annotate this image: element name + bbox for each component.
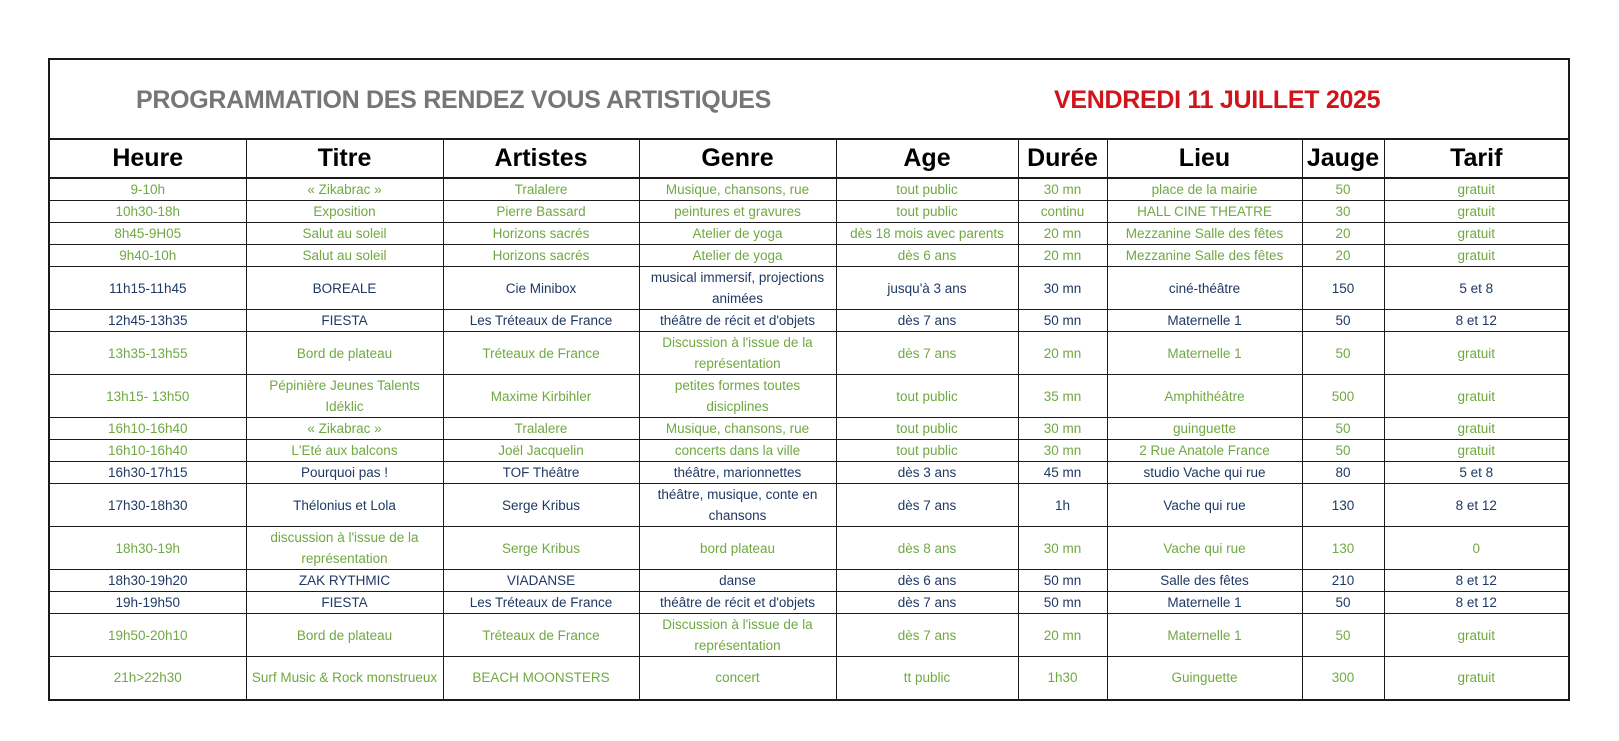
table-row [50, 418, 1568, 440]
cell-heure: 19h-19h50 [50, 592, 246, 614]
cell-tarif: gratuit [1384, 375, 1568, 418]
cell-genre: bord plateau [639, 527, 836, 570]
cell-artistes: Tréteaux de France [443, 332, 639, 375]
column-header-titre: Titre [246, 140, 443, 178]
cell-heure: 8h45-9H05 [50, 223, 246, 245]
cell-genre: théâtre, marionnettes [639, 462, 836, 484]
table-row [50, 614, 1568, 657]
cell-jauge: 50 [1302, 418, 1384, 440]
cell-lieu: HALL CINE THEATRE [1107, 201, 1302, 223]
table-row [50, 310, 1568, 332]
cell-tarif: 5 et 8 [1384, 462, 1568, 484]
cell-heure: 12h45-13h35 [50, 310, 246, 332]
table-row [50, 440, 1568, 462]
cell-heure: 19h50-20h10 [50, 614, 246, 657]
cell-age: tout public [836, 178, 1018, 201]
table-row [50, 462, 1568, 484]
cell-artistes: Maxime Kirbihler [443, 375, 639, 418]
column-header-tarif: Tarif [1384, 140, 1568, 178]
cell-duree: 30 mn [1018, 178, 1107, 201]
cell-jauge: 50 [1302, 332, 1384, 375]
cell-lieu: Maternelle 1 [1107, 310, 1302, 332]
cell-lieu: Guinguette [1107, 657, 1302, 699]
cell-lieu: ciné-théâtre [1107, 267, 1302, 310]
cell-heure: 13h35-13h55 [50, 332, 246, 375]
cell-tarif: 5 et 8 [1384, 267, 1568, 310]
cell-titre: Salut au soleil [246, 223, 443, 245]
cell-titre: Exposition [246, 201, 443, 223]
cell-artistes: Tralalere [443, 418, 639, 440]
cell-genre: théâtre de récit et d'objets [639, 592, 836, 614]
cell-heure: 17h30-18h30 [50, 484, 246, 527]
cell-lieu: Salle des fêtes [1107, 570, 1302, 592]
cell-lieu: Vache qui rue [1107, 484, 1302, 527]
column-header-heure: Heure [50, 140, 246, 178]
table-row [50, 570, 1568, 592]
cell-artistes: Horizons sacrés [443, 245, 639, 267]
cell-heure: 16h30-17h15 [50, 462, 246, 484]
cell-heure: 10h30-18h [50, 201, 246, 223]
cell-tarif: gratuit [1384, 201, 1568, 223]
cell-duree: 30 mn [1018, 527, 1107, 570]
cell-artistes: Les Tréteaux de France [443, 592, 639, 614]
cell-age: dès 7 ans [836, 484, 1018, 527]
cell-jauge: 50 [1302, 440, 1384, 462]
cell-tarif: gratuit [1384, 332, 1568, 375]
cell-genre: théâtre, musique, conte en chansons [639, 484, 836, 527]
cell-titre: Surf Music & Rock monstrueux [246, 657, 443, 699]
cell-heure: 16h10-16h40 [50, 418, 246, 440]
cell-duree: 1h30 [1018, 657, 1107, 699]
cell-genre: Musique, chansons, rue [639, 178, 836, 201]
cell-titre: Salut au soleil [246, 245, 443, 267]
column-header-artistes: Artistes [443, 140, 639, 178]
cell-age: dès 18 mois avec parents [836, 223, 1018, 245]
cell-genre: Discussion à l'issue de la représentation [639, 332, 836, 375]
cell-duree: 20 mn [1018, 614, 1107, 657]
column-header-lieu: Lieu [1107, 140, 1302, 178]
cell-artistes: Tralalere [443, 178, 639, 201]
cell-titre: Pépinière Jeunes Talents Idéklic [246, 375, 443, 418]
cell-tarif: gratuit [1384, 223, 1568, 245]
column-header-jauge: Jauge [1302, 140, 1384, 178]
cell-jauge: 20 [1302, 245, 1384, 267]
cell-lieu: studio Vache qui rue [1107, 462, 1302, 484]
cell-tarif: gratuit [1457, 670, 1496, 686]
cell-age: dès 7 ans [836, 592, 1018, 614]
cell-duree: 1h [1018, 484, 1107, 527]
cell-age: tout public [836, 440, 1018, 462]
cell-age: dès 7 ans [836, 332, 1018, 375]
cell-heure: 18h30-19h [50, 527, 246, 570]
cell-titre: L'Eté aux balcons [246, 440, 443, 462]
cell-titre: ZAK RYTHMIC [246, 570, 443, 592]
cell-age: tt public [836, 657, 1018, 699]
cell-age: tout public [836, 201, 1018, 223]
cell-duree: 45 mn [1018, 462, 1107, 484]
cell-age: tout public [836, 375, 1018, 418]
cell-lieu: Maternelle 1 [1107, 592, 1302, 614]
cell-duree: 20 mn [1018, 332, 1107, 375]
cell-artistes: TOF Théâtre [443, 462, 639, 484]
cell-duree: 50 mn [1018, 570, 1107, 592]
cell-age: dès 7 ans [836, 614, 1018, 657]
cell-jauge: 500 [1302, 375, 1384, 418]
cell-heure: 13h15- 13h50 [50, 375, 246, 418]
cell-tarif: gratuit [1384, 178, 1568, 201]
cell-jauge: 300 [1302, 657, 1384, 699]
cell-tarif: 8 et 12 [1384, 570, 1568, 592]
cell-genre: concerts dans la ville [639, 440, 836, 462]
table-row [50, 657, 1568, 699]
schedule-table [50, 140, 1568, 699]
cell-tarif: 0 [1384, 527, 1568, 570]
cell-genre: Atelier de yoga [639, 223, 836, 245]
cell-jauge: 210 [1302, 570, 1384, 592]
cell-titre: Bord de plateau [246, 332, 443, 375]
table-row [50, 245, 1568, 267]
cell-genre: Atelier de yoga [639, 245, 836, 267]
cell-tarif: 8 et 12 [1384, 484, 1568, 527]
cell-artistes: Pierre Bassard [443, 201, 639, 223]
cell-artistes: Les Tréteaux de France [443, 310, 639, 332]
column-header-age: Age [836, 140, 1018, 178]
table-row [50, 484, 1568, 527]
cell-lieu: Maternelle 1 [1107, 332, 1302, 375]
cell-jauge: 150 [1302, 267, 1384, 310]
cell-artistes: Tréteaux de France [443, 614, 639, 657]
table-row [50, 201, 1568, 223]
cell-tarif: 8 et 12 [1384, 592, 1568, 614]
cell-age: dès 7 ans [836, 310, 1018, 332]
cell-jauge: 50 [1302, 310, 1384, 332]
cell-jauge: 80 [1302, 462, 1384, 484]
cell-age: tout public [836, 418, 1018, 440]
cell-lieu: Mezzanine Salle des fêtes [1107, 245, 1302, 267]
table-row [50, 592, 1568, 614]
cell-duree: 20 mn [1018, 223, 1107, 245]
cell-duree: 20 mn [1018, 245, 1107, 267]
cell-lieu: Amphithéâtre [1107, 375, 1302, 418]
table-row [50, 223, 1568, 245]
cell-age: dès 6 ans [836, 570, 1018, 592]
cell-genre: Musique, chansons, rue [639, 418, 836, 440]
cell-genre: Discussion à l'issue de la représentation [639, 614, 836, 657]
column-header-genre: Genre [639, 140, 836, 178]
cell-jauge: 50 [1302, 614, 1384, 657]
cell-heure: 9h40-10h [50, 245, 246, 267]
cell-lieu: 2 Rue Anatole France [1107, 440, 1302, 462]
cell-genre: théâtre de récit et d'objets [639, 310, 836, 332]
cell-age: dès 3 ans [836, 462, 1018, 484]
column-header-duree: Durée [1018, 140, 1107, 178]
cell-heure: 11h15-11h45 [50, 267, 246, 310]
cell-jauge: 130 [1302, 527, 1384, 570]
table-row [50, 375, 1568, 418]
event-date: VENDREDI 11 JUILLET 2025 [1054, 86, 1381, 114]
cell-titre: FIESTA [246, 592, 443, 614]
cell-lieu: Mezzanine Salle des fêtes [1107, 223, 1302, 245]
cell-artistes: Cie Minibox [443, 267, 639, 310]
cell-tarif: gratuit [1384, 614, 1568, 657]
schedule-body [50, 178, 1568, 699]
cell-heure: 16h10-16h40 [50, 440, 246, 462]
cell-jauge: 50 [1302, 178, 1384, 201]
cell-duree: 30 mn [1018, 267, 1107, 310]
cell-duree: continu [1018, 201, 1107, 223]
title-row [50, 60, 1568, 140]
cell-tarif: gratuit [1384, 440, 1568, 462]
cell-tarif: gratuit [1384, 245, 1568, 267]
cell-jauge: 20 [1302, 223, 1384, 245]
table-row [50, 178, 1568, 201]
cell-age: dès 8 ans [836, 527, 1018, 570]
cell-titre: discussion à l'issue de la représentation [246, 527, 443, 570]
cell-duree: 50 mn [1018, 592, 1107, 614]
cell-lieu: place de la mairie [1107, 178, 1302, 201]
cell-lieu: guinguette [1107, 418, 1302, 440]
cell-titre: « Zikabrac » [246, 418, 443, 440]
cell-jauge: 30 [1302, 201, 1384, 223]
cell-artistes: Horizons sacrés [443, 223, 639, 245]
cell-heure: 18h30-19h20 [50, 570, 246, 592]
cell-artistes: Joël Jacquelin [443, 440, 639, 462]
cell-titre: FIESTA [246, 310, 443, 332]
cell-tarif: 8 et 12 [1384, 310, 1568, 332]
header-row [50, 140, 1568, 178]
cell-artistes: Serge Kribus [443, 527, 639, 570]
cell-genre: concert [639, 657, 836, 699]
cell-titre: « Zikabrac » [246, 178, 443, 201]
cell-duree: 50 mn [1018, 310, 1107, 332]
table-row [50, 527, 1568, 570]
cell-genre: danse [639, 570, 836, 592]
cell-artistes: Serge Kribus [443, 484, 639, 527]
cell-jauge: 50 [1302, 592, 1384, 614]
cell-lieu: Vache qui rue [1107, 527, 1302, 570]
cell-genre: musical immersif, projections animées [639, 267, 836, 310]
cell-heure: 9-10h [50, 178, 246, 201]
cell-lieu: Maternelle 1 [1107, 614, 1302, 657]
cell-age: dès 6 ans [836, 245, 1018, 267]
cell-titre: Thélonius et Lola [246, 484, 443, 527]
cell-jauge: 130 [1302, 484, 1384, 527]
cell-titre: Bord de plateau [246, 614, 443, 657]
cell-tarif: gratuit [1384, 418, 1568, 440]
cell-titre: Pourquoi pas ! [246, 462, 443, 484]
cell-artistes: BEACH MOONSTERS [443, 657, 639, 699]
cell-duree: 30 mn [1018, 418, 1107, 440]
cell-heure: 21h>22h30 [50, 657, 246, 699]
cell-genre: petites formes toutes disicplines [639, 375, 836, 418]
cell-duree: 30 mn [1018, 440, 1107, 462]
table-row [50, 332, 1568, 375]
schedule-sheet [48, 58, 1570, 701]
cell-genre: peintures et gravures [639, 201, 836, 223]
table-row [50, 267, 1568, 310]
cell-titre: BOREALE [246, 267, 443, 310]
page-title: PROGRAMMATION DES RENDEZ VOUS ARTISTIQUES [136, 86, 771, 114]
cell-artistes: VIADANSE [443, 570, 639, 592]
cell-duree: 35 mn [1018, 375, 1107, 418]
cell-age: jusqu'à 3 ans [836, 267, 1018, 310]
